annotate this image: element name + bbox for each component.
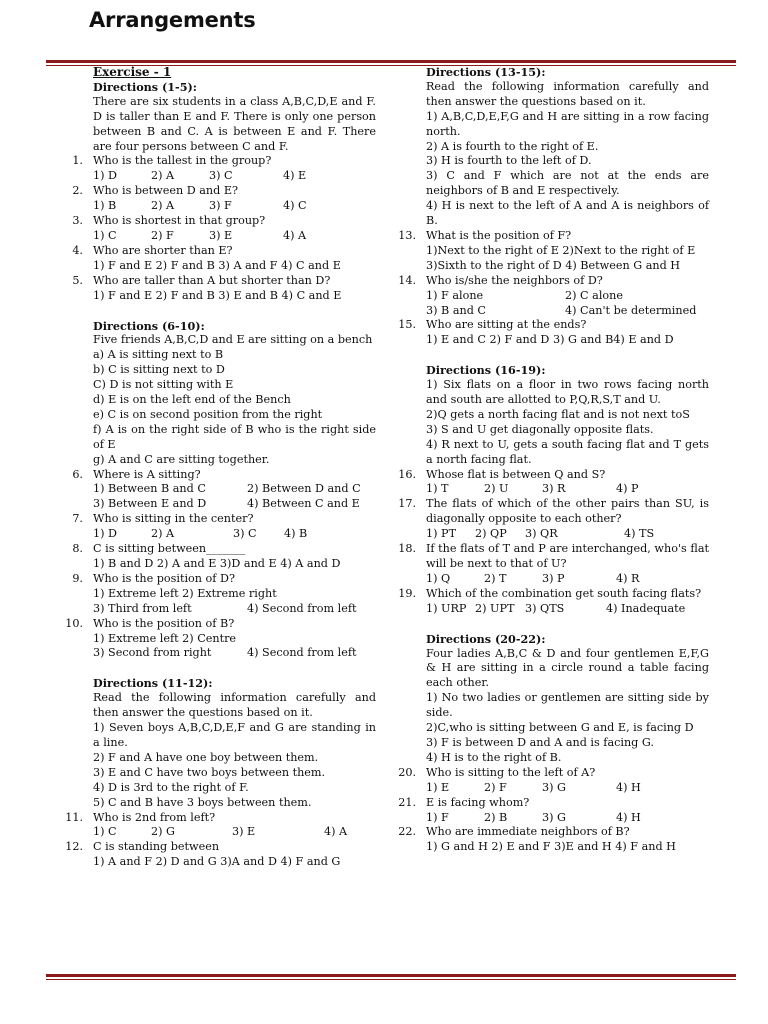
- answer-options: [391, 572, 709, 587]
- text-line: [58, 393, 376, 408]
- answer-option: 1) B: [93, 199, 117, 213]
- answer-option: 1) URP: [426, 601, 467, 615]
- answer-option: 1) D: [93, 169, 118, 183]
- answer-option: 2) G: [151, 825, 175, 839]
- text-line: [58, 691, 376, 721]
- text-line: [58, 855, 376, 870]
- section-heading: [391, 632, 709, 647]
- answer-option: 3) C: [233, 527, 257, 541]
- line-text: 3) F is between D and A and is facing G.: [426, 735, 654, 749]
- question-line: [58, 617, 376, 632]
- answer-option: 4) Second from left: [247, 601, 357, 615]
- answer-option: 3) E: [209, 228, 233, 242]
- answer-option: 2) F: [151, 228, 174, 242]
- answer-option: 4) A: [324, 825, 348, 839]
- question-text: Who is between D and E?: [93, 184, 239, 198]
- question-line: [391, 825, 709, 840]
- answer-option: 2) QP: [475, 527, 507, 541]
- line-text: Five friends A,B,C,D and E are sitting on a bench: [93, 333, 373, 347]
- line-text: 4) D is 3rd to the right of F.: [93, 780, 249, 794]
- text-line: [391, 736, 709, 751]
- answer-option: 1) C: [93, 825, 117, 839]
- answer-option: 3) QTS: [525, 601, 565, 615]
- text-line: [58, 632, 376, 647]
- line-text: e) C is on second position from the right: [93, 407, 323, 421]
- text-line: [391, 169, 709, 199]
- line-text: 1) Six flats on a floor in two rows facing north and south are allotted to P,Q,R,S,T and U.: [426, 378, 709, 407]
- question-number: 6.: [72, 467, 83, 481]
- answer-option: 1) Between B and C: [93, 482, 206, 496]
- answer-options: [58, 482, 376, 497]
- answer-option: 2) B: [484, 810, 508, 824]
- answer-option: 3) B and C: [426, 303, 486, 317]
- answer-option: 3) Third from left: [93, 601, 192, 615]
- text-line: [391, 333, 709, 348]
- question-number: 13.: [398, 228, 416, 242]
- answer-option: 4) P: [616, 482, 639, 496]
- question-text: Who is the position of B?: [93, 616, 235, 630]
- question-text: Who is sitting to the left of A?: [426, 765, 596, 779]
- answer-option: 1) D: [93, 527, 118, 541]
- question-text: Who is shortest in that group?: [93, 214, 266, 228]
- text-line: [58, 363, 376, 378]
- answer-option: 1) C: [93, 228, 117, 242]
- question-line: [391, 468, 709, 483]
- question-number: 2.: [72, 184, 83, 198]
- question-line: [391, 766, 709, 781]
- section-heading: [58, 80, 376, 95]
- question-text: Who are taller than A but shorter than D?: [93, 273, 331, 287]
- text-line: [391, 154, 709, 169]
- question-text: Who is 2nd from left?: [93, 810, 216, 824]
- text-line: [58, 751, 376, 766]
- line-text: 1) Seven boys A,B,C,D,E,F and G are standing in a line.: [93, 721, 376, 749]
- line-text: Directions (13-15):: [426, 65, 546, 79]
- text-line: [391, 691, 709, 721]
- line-text: 4) H is next to the left of A and A is neighbors of B.: [426, 199, 709, 228]
- text-line: [391, 140, 709, 155]
- line-text: Directions (1-5):: [93, 79, 197, 94]
- line-text: Read the following information carefully and then answer the questions based on it.: [93, 691, 376, 720]
- question-number: 3.: [72, 214, 83, 228]
- question-line: [58, 274, 376, 289]
- answer-options: [391, 289, 709, 304]
- text-line: [391, 721, 709, 736]
- text-line: [391, 110, 709, 140]
- question-number: 20.: [398, 765, 416, 779]
- line-text: 2)C,who is sitting between G and E, is facing D: [426, 721, 694, 735]
- text-line: [391, 438, 709, 468]
- question-text: What is the position of F?: [426, 228, 572, 242]
- line-text: 5) C and B have 3 boys between them.: [93, 795, 312, 809]
- answer-option: 2) A: [151, 199, 175, 213]
- answer-option: 3) QR: [525, 527, 558, 541]
- line-text: 1) No two ladies or gentlemen are sitting side by side.: [426, 691, 709, 720]
- line-text: 3)Sixth to the right of D 4) Between G and H: [426, 258, 681, 272]
- question-line: [58, 542, 376, 557]
- line-text: 4) H is to the right of B.: [426, 750, 562, 764]
- text-line: [391, 378, 709, 408]
- question-number: 16.: [398, 467, 416, 481]
- question-number: 19.: [398, 586, 416, 600]
- line-text: 1) Extreme left 2) Extreme right: [93, 586, 277, 600]
- answer-option: 1) F: [426, 810, 449, 824]
- line-text: 3) H is fourth to the left of D.: [426, 154, 592, 168]
- answer-option: 2) U: [484, 482, 509, 496]
- question-line: [58, 840, 376, 855]
- question-text: Who is/she the neighbors of D?: [426, 273, 603, 287]
- answer-option: 3) F: [209, 199, 232, 213]
- line-text: g) A and C are sitting together.: [93, 452, 270, 466]
- question-text: Who are immediate neighbors of B?: [426, 825, 630, 839]
- right-column: [391, 65, 709, 855]
- text-line: [391, 80, 709, 110]
- question-number: 1.: [72, 154, 83, 168]
- line-text: There are six students in a class A,B,C,D,E and F. D is taller than E and F. There is only one person between B and C. A is between E and F. There are four persons between C and F.: [93, 94, 376, 153]
- section-heading: [58, 319, 376, 334]
- line-text: 2)Q gets a north facing flat and is not next toS: [426, 407, 690, 421]
- question-number: 7.: [72, 512, 83, 526]
- section-heading: [58, 676, 376, 691]
- answer-options: [58, 229, 376, 244]
- question-line: [391, 229, 709, 244]
- answer-option: 1) F alone: [426, 288, 484, 302]
- text-line: [58, 453, 376, 468]
- question-text: If the flats of T and P are interchanged, who's flat will be next to that of U?: [426, 542, 709, 570]
- section-heading: [391, 65, 709, 80]
- text-line: [58, 781, 376, 796]
- text-line: [391, 751, 709, 766]
- answer-options: [58, 646, 376, 661]
- answer-options: [391, 811, 709, 826]
- line-text: 1)Next to the right of E 2)Next to the right of E: [426, 243, 696, 257]
- line-text: Directions (20-22):: [426, 631, 546, 646]
- question-line: [58, 154, 376, 169]
- text-line: [58, 796, 376, 811]
- answer-option: 4) B: [284, 527, 308, 541]
- question-line: [391, 318, 709, 333]
- question-text: E is facing whom?: [426, 795, 530, 809]
- line-text: 3) C and F which are not at the ends are neighbors of B and E respectively.: [426, 169, 709, 198]
- question-number: 21.: [398, 795, 416, 809]
- question-text: Who are sitting at the ends?: [426, 318, 587, 332]
- answer-option: 4) C: [283, 199, 307, 213]
- answer-options: [391, 482, 709, 497]
- line-text: Four ladies A,B,C & D and four gentlemen E,F,G & H are sitting in a circle round a table facing each other.: [426, 646, 709, 690]
- question-line: [391, 274, 709, 289]
- question-line: [58, 572, 376, 587]
- text-line: [58, 423, 376, 453]
- question-text: Where is A sitting?: [93, 467, 201, 481]
- line-text: Directions (6-10):: [93, 318, 205, 333]
- question-text: Whose flat is between Q and S?: [426, 467, 606, 481]
- question-text: Who is the tallest in the group?: [93, 154, 272, 168]
- line-text: b) C is sitting next to D: [93, 363, 225, 377]
- question-text: C is standing between: [93, 840, 220, 854]
- question-line: [391, 796, 709, 811]
- answer-option: 3) Between E and D: [93, 497, 207, 511]
- text-line: [58, 95, 376, 155]
- line-text: 2) A is fourth to the right of E.: [426, 139, 599, 153]
- line-text: 3) E and C have two boys between them.: [93, 765, 326, 779]
- question-line: [58, 214, 376, 229]
- question-line: [391, 542, 709, 572]
- answer-option: 4) E: [283, 169, 307, 183]
- answer-option: 4) Second from left: [247, 646, 357, 660]
- line-text: 3) S and U get diagonally opposite flats.: [426, 422, 654, 436]
- question-line: [58, 244, 376, 259]
- line-text: 1) A,B,C,D,E,F,G and H are sitting in a row facing north.: [426, 109, 709, 138]
- question-number: 10.: [65, 616, 83, 630]
- line-text: Exercise - 1: [93, 65, 172, 79]
- document-title: Arrangements: [89, 8, 256, 32]
- text-line: [58, 587, 376, 602]
- answer-options: [58, 602, 376, 617]
- line-text: 2) F and A have one boy between them.: [93, 750, 319, 764]
- line-text: 1) A and F 2) D and G 3)A and D 4) F and G: [93, 855, 341, 869]
- answer-option: 4) A: [283, 228, 307, 242]
- line-text: C) D is not sitting with E: [93, 378, 234, 392]
- question-number: 14.: [398, 273, 416, 287]
- text-line: [391, 259, 709, 274]
- text-line: [58, 289, 376, 304]
- answer-option: 2) F: [484, 780, 507, 794]
- answer-option: 2) A: [151, 527, 175, 541]
- left-column: [58, 65, 376, 870]
- line-text: Directions (11-12):: [93, 676, 213, 691]
- question-text: Who is the position of D?: [93, 571, 235, 585]
- section-gap: [58, 304, 376, 319]
- question-text: Which of the combination get south facing flats?: [426, 586, 702, 600]
- answer-option: 3) E: [232, 825, 256, 839]
- answer-option: 1) Q: [426, 571, 451, 585]
- section-gap: [391, 617, 709, 632]
- text-line: [391, 840, 709, 855]
- answer-options: [391, 602, 709, 617]
- line-text: 1) G and H 2) E and F 3)E and H 4) F and H: [426, 840, 676, 854]
- answer-options: [391, 781, 709, 796]
- question-line: [58, 811, 376, 826]
- question-number: 11.: [65, 810, 83, 824]
- text-line: [58, 721, 376, 751]
- answer-option: 4) H: [616, 780, 641, 794]
- answer-option: 4) TS: [624, 527, 655, 541]
- question-line: [391, 587, 709, 602]
- answer-option: 1) T: [426, 482, 449, 496]
- question-number: 22.: [398, 825, 416, 839]
- text-line: [391, 647, 709, 692]
- line-text: 1) B and D 2) A and E 3)D and E 4) A and D: [93, 557, 341, 570]
- answer-options: [58, 825, 376, 840]
- text-line: [58, 766, 376, 781]
- question-text: Who is sitting in the center?: [93, 512, 254, 526]
- answer-option: 1) E: [426, 780, 450, 794]
- text-line: [391, 199, 709, 229]
- answer-options: [58, 199, 376, 214]
- answer-option: 4) R: [616, 571, 640, 585]
- answer-option: 2) A: [151, 169, 175, 183]
- line-text: f) A is on the right side of B who is the right side of E: [93, 422, 376, 451]
- text-line: [58, 259, 376, 274]
- text-line: [391, 408, 709, 423]
- section-heading: [391, 363, 709, 378]
- answer-option: 4) Inadequate: [606, 601, 686, 615]
- line-text: 1) E and C 2) F and D 3) G and B4) E and D: [426, 333, 674, 347]
- question-number: 12.: [65, 840, 83, 854]
- answer-option: 3) G: [542, 780, 566, 794]
- section-gap: [391, 348, 709, 363]
- question-line: [391, 497, 709, 527]
- line-text: d) E is on the left end of the Bench: [93, 393, 291, 407]
- exercise-heading: [58, 65, 376, 80]
- answer-option: 3) P: [542, 571, 565, 585]
- line-text: 1) F and E 2) F and B 3) A and F 4) C and E: [93, 258, 341, 272]
- text-line: [58, 557, 376, 572]
- line-text: 1) F and E 2) F and B 3) E and B 4) C and E: [93, 288, 342, 302]
- text-line: [391, 244, 709, 259]
- answer-options: [391, 527, 709, 542]
- answer-option: 4) H: [616, 810, 641, 824]
- answer-option: 3) G: [542, 810, 566, 824]
- answer-options: [58, 527, 376, 542]
- answer-option: 4) Can't be determined: [565, 303, 697, 317]
- answer-option: 1) PT: [426, 527, 457, 541]
- question-number: 9.: [72, 571, 83, 585]
- line-text: 4) R next to U, gets a south facing flat and T gets a north facing flat.: [426, 437, 709, 466]
- question-number: 15.: [398, 318, 416, 332]
- question-line: [58, 512, 376, 527]
- text-line: [58, 333, 376, 348]
- question-number: 8.: [72, 542, 83, 556]
- question-number: 17.: [398, 497, 416, 511]
- answer-options: [391, 304, 709, 319]
- question-line: [58, 468, 376, 483]
- section-gap: [58, 661, 376, 676]
- line-text: a) A is sitting next to B: [93, 348, 224, 362]
- text-line: [58, 348, 376, 363]
- answer-option: 4) Between C and E: [247, 497, 360, 511]
- question-line: [58, 184, 376, 199]
- answer-options: [58, 497, 376, 512]
- answer-option: 2) C alone: [565, 288, 623, 302]
- answer-option: 3) R: [542, 482, 566, 496]
- answer-option: 2) T: [484, 571, 507, 585]
- question-text: Who are shorter than E?: [93, 243, 233, 257]
- answer-options: [58, 169, 376, 184]
- text-line: [391, 423, 709, 438]
- question-number: 18.: [398, 542, 416, 556]
- question-text: C is sitting between_______: [93, 542, 246, 556]
- question-number: 5.: [72, 273, 83, 287]
- line-text: Read the following information carefully and then answer the questions based on it.: [426, 79, 709, 108]
- answer-option: 3) C: [209, 169, 233, 183]
- question-text: The flats of which of the other pairs than SU, is diagonally opposite to each other?: [426, 497, 709, 526]
- line-text: 1) Extreme left 2) Centre: [93, 631, 237, 645]
- answer-option: 3) Second from right: [93, 646, 212, 660]
- question-number: 4.: [72, 243, 83, 257]
- text-line: [58, 378, 376, 393]
- answer-option: 2) UPT: [475, 601, 515, 615]
- text-line: [58, 408, 376, 423]
- line-text: Directions (16-19):: [426, 363, 546, 378]
- answer-option: 2) Between D and C: [247, 482, 361, 496]
